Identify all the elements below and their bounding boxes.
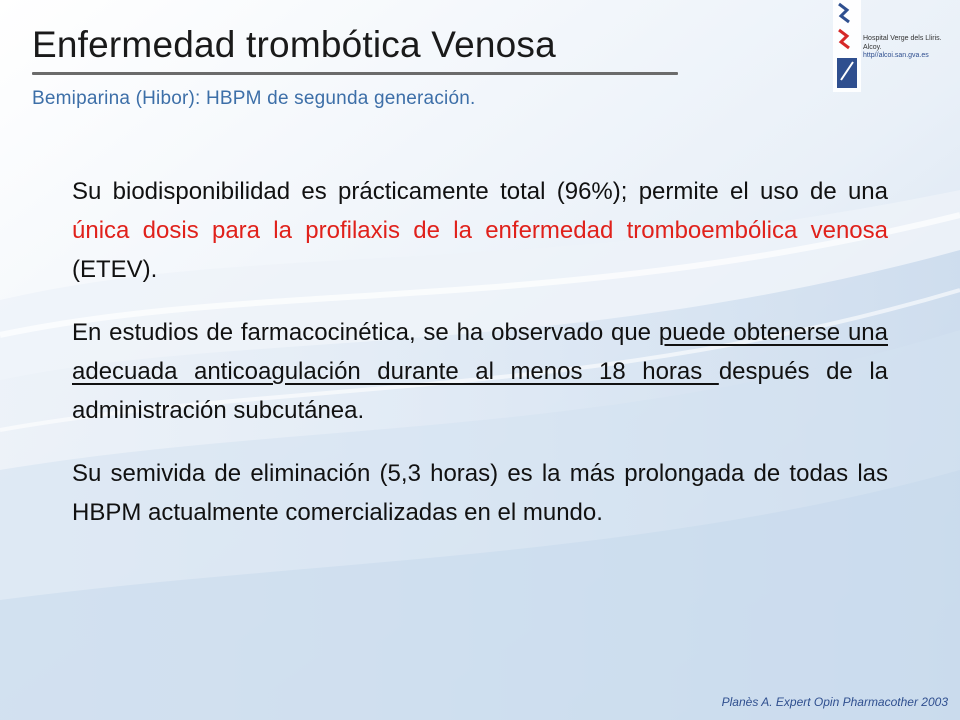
hospital-url: http//alcoi.san.gva.es bbox=[863, 52, 929, 59]
hospital-city: Alcoy. bbox=[863, 43, 882, 51]
paragraph-pharmacokinetics bbox=[72, 313, 888, 430]
p1-text-start: Su biodisponibilidad es prácticamente total (96%); permite el uso de una bbox=[72, 178, 888, 205]
hospital-label bbox=[863, 35, 958, 61]
p2-text-end: después de la administración subcutánea. bbox=[72, 358, 888, 424]
slide-subtitle: Bemiparina (Hibor): HBPM de segunda generación. bbox=[32, 88, 476, 109]
slide-body bbox=[72, 172, 888, 556]
citation-reference: Planès A. Expert Opin Pharmacother 2003 bbox=[721, 695, 948, 709]
p2-text-start: En estudios de farmacocinética, se ha observado que bbox=[72, 319, 659, 346]
p1-text-end: (ETEV). bbox=[72, 256, 158, 283]
paragraph-half-life: Su semivida de eliminación (5,3 horas) es la más prolongada de todas las HBPM actualmente comercializadas en el mundo. bbox=[72, 460, 888, 526]
p1-highlight: única dosis para la profilaxis de la enfermedad tromboembólica venosa bbox=[72, 217, 888, 244]
paragraph-bioavailability bbox=[72, 172, 888, 289]
p2-underlined: puede obtenerse una adecuada anticoagulación durante al menos 18 horas bbox=[72, 319, 888, 385]
hospital-name: Hospital Verge dels Lliris. bbox=[863, 35, 942, 42]
slide-title: Enfermedad trombótica Venosa bbox=[32, 24, 556, 65]
hospital-logo-icon bbox=[833, 0, 861, 92]
title-underline-divider bbox=[32, 72, 678, 75]
